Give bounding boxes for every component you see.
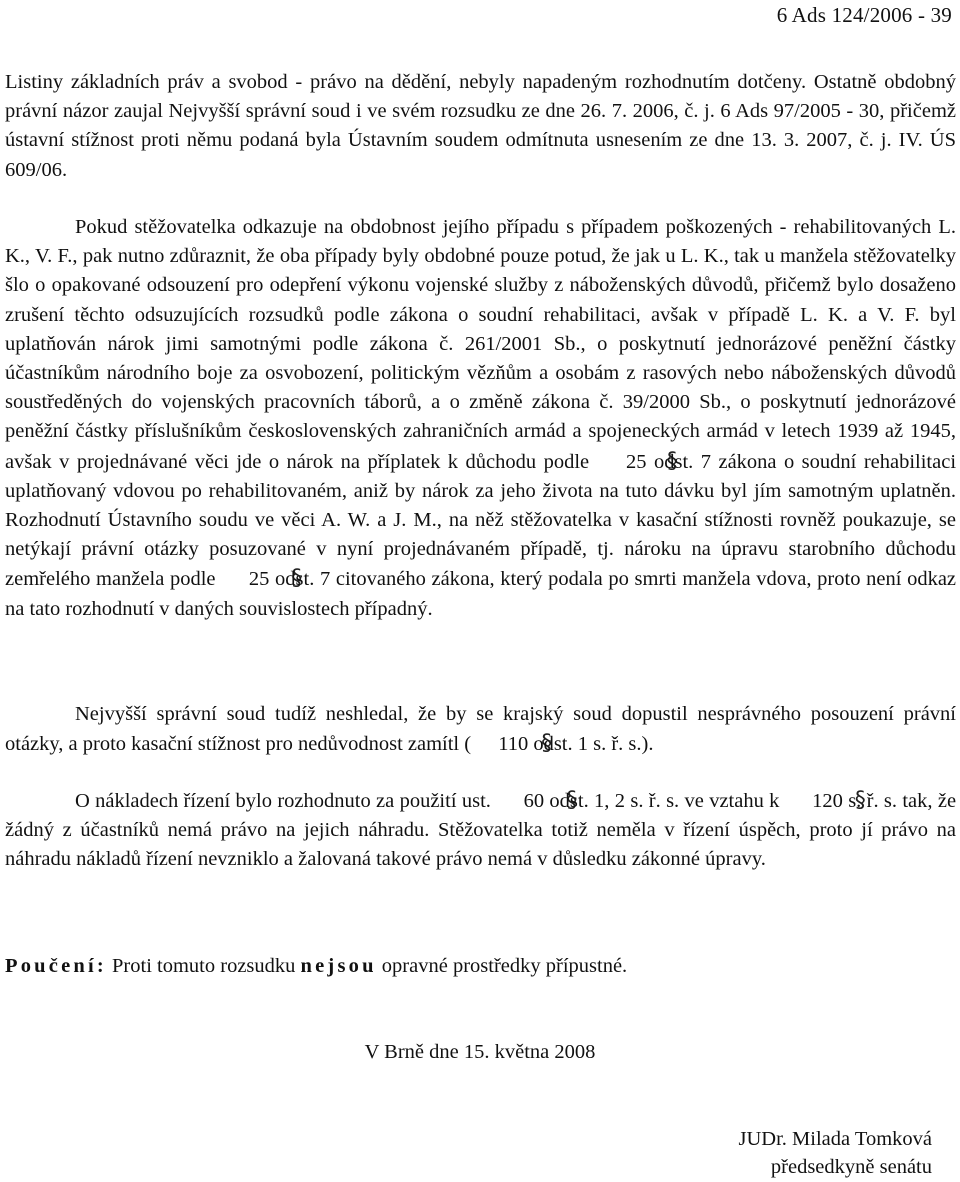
case-reference: 6 Ads 124/2006 - 39 [776, 3, 952, 27]
instruction-label: Poučení: [5, 955, 107, 977]
section-sign-icon [496, 786, 518, 816]
section-sign-icon [221, 564, 243, 594]
paragraph-segment: 110 odst. 1 s. ř. s.). [498, 733, 654, 756]
paragraph-segment: 120 s. ř. s. tak, že žádný z účastníků nemá právo na jejich náhradu. Stěžovatelka totiž neměla v řízení úspěch, proto jí právo na náhradu nákladů řízení nevzniklo a žalovaná takové právo nemá v důsledku zákonné úpravy. [5, 790, 957, 871]
paragraph-segment: 60 odst. 1, 2 s. ř. s. ve vztahu k [523, 790, 780, 812]
paragraph-segment: Nejvyšší správní soud tudíž neshledal, že by se krajský soud dopustil nesprávného posouzení právní otázky, a proto kasační stížnost pro nedůvodnost zamítl ( [5, 703, 956, 756]
paragraph-constitutional-rights [5, 68, 956, 185]
signatory-name: JUDr. Milada Tomková [738, 1128, 932, 1150]
section-sign-icon [785, 786, 807, 816]
paragraph-text [5, 213, 956, 624]
legal-instruction [5, 955, 627, 978]
place-and-date: V Brně dne 15. května 2008 [364, 1041, 596, 1063]
instruction-emphasis: nejsou [300, 955, 377, 977]
paragraph-text [5, 786, 956, 875]
paragraph-costs [5, 786, 956, 875]
section-sign-icon [597, 447, 619, 477]
paragraph-segment: 25 odst. 7 zákona o soudní rehabilitaci uplatňovaný vdovou po rehabilitovaném, aniž by nárok za jeho života na tuto dávku byl jím samotným uplatněn. Rozhodnutí Ústavního soudu ve věci A. W. a J. M., na něž stěžovatelka v kasační stížnosti rovněž poukazuje, se netýkají právní otázky posuzované v nyní projednávaném případě, tj. nároku na úpravu starobního důchodu zemřelého manžela podle [5, 450, 957, 591]
paragraph-segment: 25 odst. 7 citovaného zákona, který podala po smrti manžela vdova, proto není odkaz na tato rozhodnutí v daných souvislostech případný. [5, 568, 957, 620]
instruction-text-after: opravné prostředky přípustné. [381, 955, 628, 977]
instruction-text-before: Proti tomuto rozsudku [112, 955, 296, 977]
paragraph-dismissal [5, 700, 956, 759]
paragraph-comparison-cases [5, 213, 956, 624]
paragraph-segment: Pokud stěžovatelka odkazuje na obdobnost jejího případu s případem poškozených - rehabilitovaných L. K., V. F., pak nutno zdůraznit, že oba případy byly obdobné pouze potud, že jak u L. K., tak u manžela stěžovatelky šlo o opakované odsouzení pro odepření výkonu vojenské služby z náboženských důvodů, přičemž bylo dosaženo zrušení těchto odsuzujících rozsudků podle zákona o soudní rehabilitaci, avšak v případě L. K. a V. F. byl uplatňován nárok jimi samotnými podle zákona č. 261/2001 Sb., o poskytnutí jednorázové peněžní částky účastníkům národního boje za osvobození, politickým vězňům a osobám z rasových nebo náboženských důvodů soustředěných do vojenských pracovních táborů, a o změně zákona č. 39/2000 Sb., o poskytnutí jednorázové peněžní částky příslušníkům československých zahraničních armád a spojeneckých armád v letech 1939 až 1945, avšak v projednávané věci jde o nárok na příplatek k důchodu podle [5, 216, 956, 473]
section-sign-icon [471, 729, 493, 759]
paragraph-segment: O nákladech řízení bylo rozhodnuto za použití ust. [75, 790, 491, 812]
signature-block [739, 1125, 933, 1181]
signatory-role: předsedkyně senátu [770, 1156, 932, 1178]
paragraph-text [5, 700, 956, 759]
paragraph-text: Listiny základních práv a svobod - právo na dědění, nebyly napadeným rozhodnutím dotčeny. Ostatně obdobný právní názor zaujal Nejvyšší správní soud i ve svém rozsudku ze dne 26. 7. 2006, č. j. 6 Ads 97/2005 - 30, přičemž ústavní stížnost proti němu podaná byla Ústavním soudem odmítnuta usnesením ze dne 13. 3. 2007, č. j. IV. ÚS 609/06. [5, 71, 956, 181]
